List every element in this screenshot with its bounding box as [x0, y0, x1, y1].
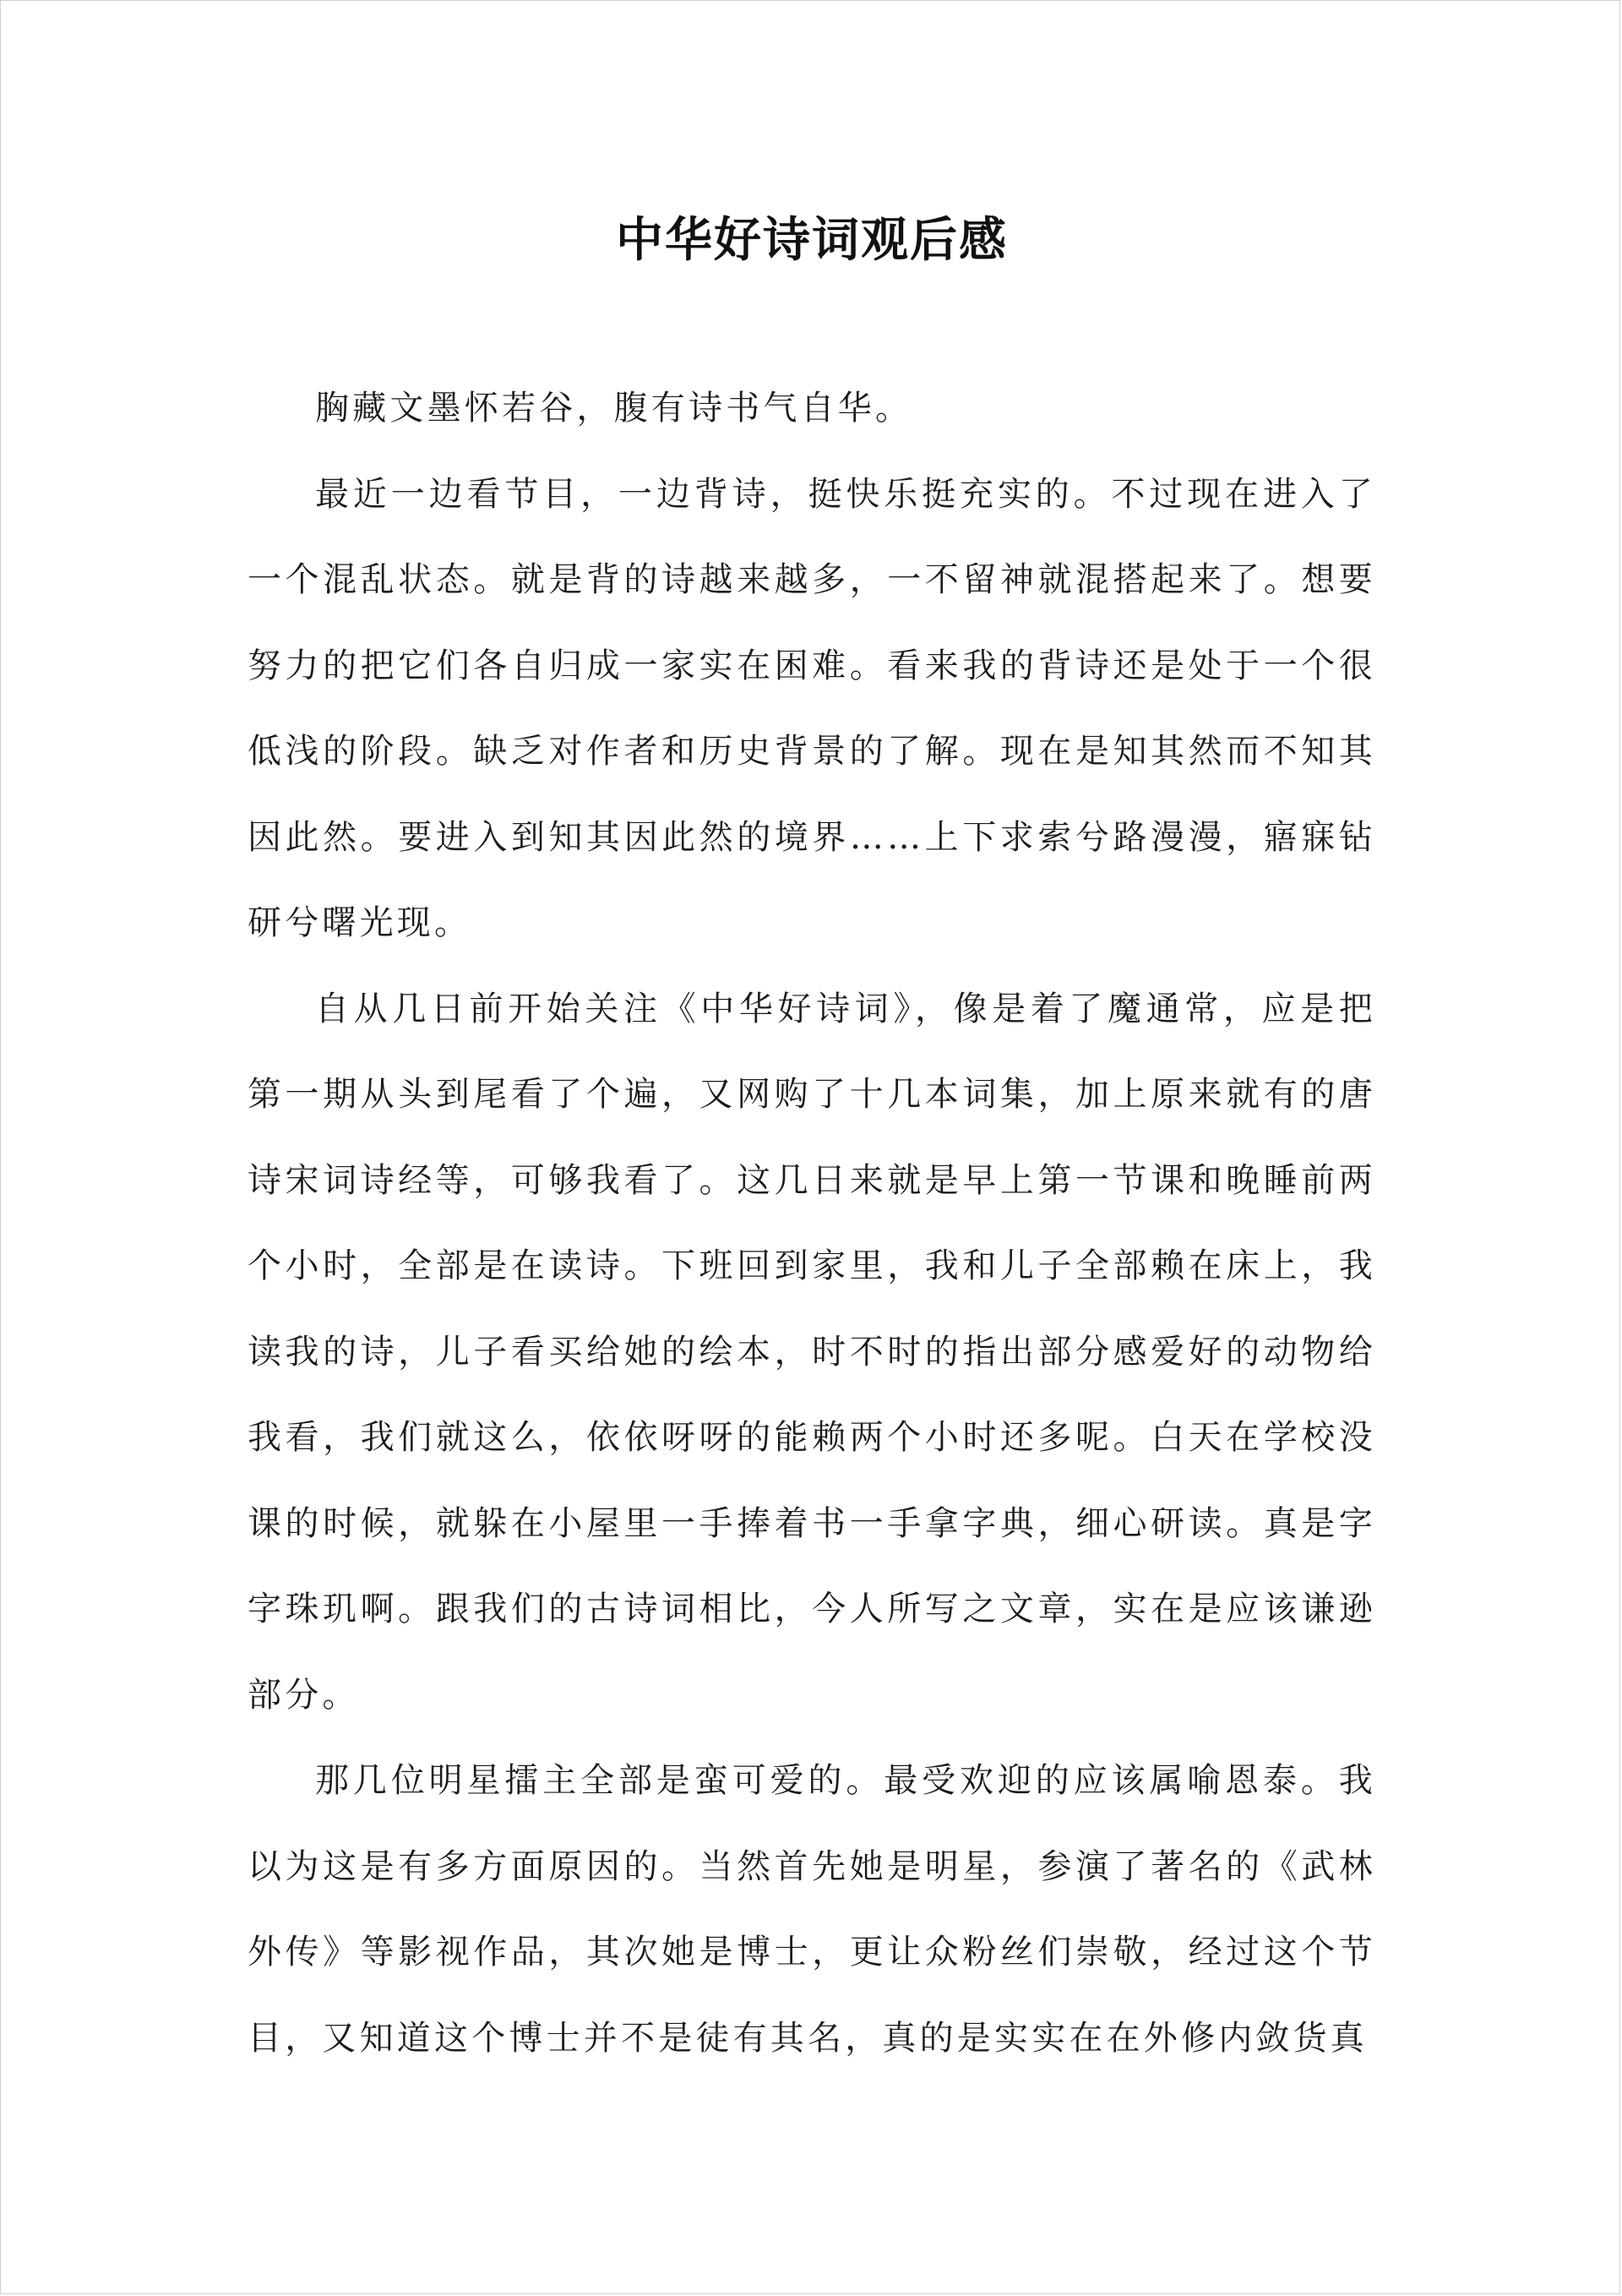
document-title: 中华好诗词观后感 [616, 212, 1008, 268]
document-body [248, 366, 1376, 2081]
paragraph: 那几位明星擂主全部是蛮可爱的。最受欢迎的应该属喻恩泰。我以为这是有多方面原因的。当然首先她是明星，参演了著名的《武林外传》等影视作品，其次她是博士，更让众粉丝们崇敬，经过这个节目，又知道这个博士并不是徒有其名，真的是实实在在外修内敛货真 [248, 1761, 1376, 2058]
paragraph: 自从几日前开始关注《中华好诗词》，像是着了魔通常，应是把第一期从头到尾看了个遍，又网购了十几本词集，加上原来就有的唐诗宋词诗经等，可够我看了。这几日来就是早上第一节课和晚睡前两个小时，全部是在读诗。下班回到家里，我和儿子全部赖在床上，我读我的诗，儿子看买给她的绘本，时不时的指出部分感爱好的动物给我看，我们就这么，依依呀呀的能赖两个小时还多呢。白天在学校没课的时候，就躲在小屋里一手捧着书一手拿字典，细心研读。真是字字珠玑啊。跟我们的古诗词相比，今人所写之文章，实在是应该谦逊部分。 [248, 989, 1376, 1715]
paragraph: 胸藏文墨怀若谷，腹有诗书气自华。 [315, 389, 913, 428]
paragraph: 最近一边看节目，一边背诗，挺快乐挺充实的。不过现在进入了一个混乱状态。就是背的诗越来越多，一不留神就混搭起来了。想要努力的把它们各自归成一家实在困难。看来我的背诗还是处于一个很低浅的阶段。缺乏对作者和历史背景的了解。现在是知其然而不知其因此然。要进入到知其因此然的境界……上下求索兮路漫漫，寤寐钻研兮曙光现。 [248, 474, 1376, 942]
